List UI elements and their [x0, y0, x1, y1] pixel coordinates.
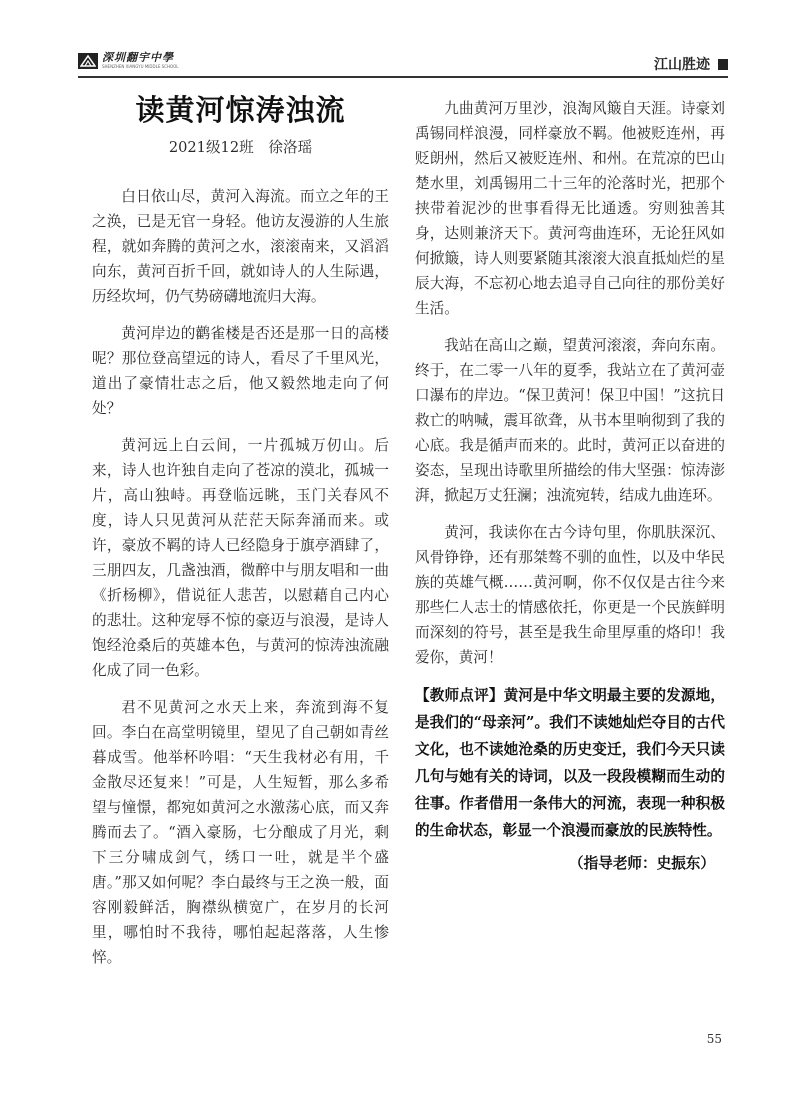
paragraph: 白日依山尽，黄河入海流。而立之年的王之涣，已是无官一身轻。他访友漫游的人生旅程，就如奔腾的黄河之水，滚滚南来，又滔滔向东，黄河百折千回，就如诗人的人生际遇，历经坎坷，仍气势磅礴地流归大海。 — [92, 188, 389, 305]
section-label — [654, 54, 728, 74]
left-column — [92, 80, 389, 982]
paragraph: 黄河岸边的鹳雀楼是否还是那一日的高楼呢？那位登高望远的诗人，看尽了千里风光，道出了豪情壮志之后，他又毅然地走向了何处？ — [92, 325, 389, 417]
page-header — [78, 50, 728, 78]
byline — [92, 136, 389, 160]
article-title: 读黄河惊涛浊流 — [135, 93, 346, 127]
school-logo — [78, 52, 178, 69]
school-name-english: SHENZHEN XIANGYU MIDDLE SCHOOL — [102, 64, 179, 69]
paragraph: 黄河远上白云间，一片孤城万仞山。后来，诗人也许独自走向了苍凉的漠北，孤城一片，高山独峙。再登临远眺，玉门关春风不度，诗人只见黄河从茫茫天际奔涌而来。或许，豪放不羁的诗人已经隐身于旗亭酒肆了，三朋四友，几盏浊酒，微醉中与朋友唱和一曲《折杨柳》，借说征人悲苦，以慰藉自己内心的悲壮。这种宠辱不惊的豪迈与浪漫，是诗人饱经沧桑后的英雄本色，与黄河的惊涛浊流融化成了同一色彩。 — [92, 437, 389, 679]
school-emblem-icon — [78, 53, 98, 69]
teacher-signature: （指导老师：史振东） — [569, 855, 715, 872]
school-name: 深圳翻宇中學 — [102, 51, 174, 64]
teacher-comment: 【教师点评】黄河是中华文明最主要的发源地，是我们的“母亲河”。我们不读她灿烂夺目的古代文化，也不读她沧桑的历史变迁，我们今天只读几句与她有关的诗词，以及一段段模糊而生动的往事。作者借用一条伟大的河流，表现一种积极的生命状态，彰显一个浪漫而豪放的民族特性。 — [415, 687, 725, 839]
byline-class: 2021级12班 — [168, 139, 254, 156]
paragraph: 九曲黄河万里沙，浪淘风簸自天涯。诗豪刘禹锡同样浪漫，同样豪放不羁。他被贬连州，再贬朗州，然后又被贬连州、和州。在荒凉的巴山楚水里，刘禹锡用二十三年的沦落时光，把那个挟带着泥沙的世事看得无比通透。穷则独善其身，达则兼济天下。黄河弯曲连环，无论狂风如何掀簸，诗人则要紧随其滚滚大浪直抵灿烂的星辰大海，不忘初心地去追寻自己向往的那份美好生活。 — [415, 100, 725, 317]
paragraph: 黄河，我读你在古今诗句里，你肌肤深沉、风骨铮铮，还有那桀骜不驯的血性，以及中华民族的英雄气概……黄河啊，你不仅仅是古往今来那些仁人志士的情感依托，你更是一个民族鲜明而深刻的符号，甚至是我生命里厚重的烙印！我爱你，黄河！ — [415, 524, 725, 666]
paragraph: 我站在高山之巅，望黄河滚滚，奔向东南。终于，在二零一八年的夏季，我站立在了黄河壶口瀑布的岸边。“保卫黄河！保卫中国！”这抗日救亡的呐喊，震耳欲聋，从书本里响彻到了我的心底。我是循声而来的。此时，黄河正以奋进的姿态，呈现出诗歌里所描绘的伟大坚强：惊涛澎湃，掀起万丈狂澜；浊流宛转，结成九曲连环。 — [415, 337, 725, 504]
section-label-text: 江山胜迹 — [654, 57, 710, 73]
page-number: 55 — [706, 1032, 722, 1046]
right-column — [415, 96, 725, 877]
paragraph: 君不见黄河之水天上来，奔流到海不复回。李白在高堂明镜里，望见了自己朝如青丝暮成雪。他举杯吟唱：“天生我材必有用，千金散尽还复来！”可是，人生短暂，那么多希望与憧憬，都宛如黄河之水激荡心底，而又奔腾而去了。“酒入豪肠，七分酿成了月光，剩下三分啸成剑气，绣口一吐，就是半个盛唐。”那又如何呢？李白最终与王之涣一般，面容刚毅鲜活，胸襟纵横宽广，在岁月的长河里，哪怕时不我待，哪怕起起落落，人生惨悴。 — [92, 699, 389, 966]
byline-author: 徐洛瑶 — [268, 139, 313, 156]
section-square-icon — [718, 59, 728, 70]
